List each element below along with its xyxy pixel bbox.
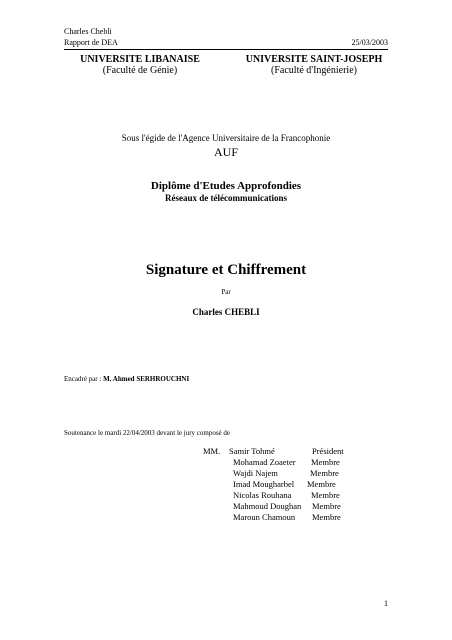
jury-member-role: Membre [310, 468, 339, 478]
thesis-author: Charles CHEBLI [192, 307, 260, 317]
thesis-title: Signature et Chiffrement [145, 262, 307, 278]
university-left-faculty: (Faculté de Génie) [102, 65, 178, 76]
jury-member-name: Samir Tohmé [229, 446, 275, 456]
jury-member-name: Mohamad Zoaeter [233, 457, 296, 467]
thesis-by: Par [221, 288, 231, 296]
jury-member-role: Président [312, 446, 344, 456]
jury-member-name: Maroun Chamoun [233, 512, 296, 522]
supervisor-name: M. Ahmed SERHROUCHNI [103, 375, 190, 383]
jury-member-role: Membre [312, 512, 341, 522]
supervisor-label: Encadré par : [64, 375, 102, 383]
jury-member-role: Membre [311, 457, 340, 467]
auspices-acronym: AUF [213, 145, 238, 159]
jury-member-name: Nicolas Rouhana [233, 490, 292, 500]
jury-member-name: Imad Mougharbel [233, 479, 295, 489]
defense-text: Soutenance le mardi 22/04/2003 devant le jury composé de [64, 429, 231, 437]
university-left-name: UNIVERSITE LIBANAISE [80, 54, 200, 65]
university-left [60, 54, 220, 76]
page-number: 1 [384, 599, 388, 608]
header-rule [64, 49, 388, 50]
jury-member-name: Wajdi Najem [233, 468, 278, 478]
jury-member-role: Membre [311, 490, 340, 500]
header-author: Charles Chebli [64, 27, 112, 36]
supervisor-line [64, 375, 189, 383]
jury-prefix: MM. [203, 446, 221, 456]
university-right-faculty: (Faculté d'Ingénierie) [271, 65, 357, 76]
header-report: Rapport de DEA [64, 38, 118, 47]
university-right [232, 54, 396, 76]
diploma-title: Diplôme d'Etudes Approfondies [150, 180, 302, 192]
auspices-text: Sous l'égide de l'Agence Universitaire de la Francophonie [121, 133, 331, 143]
diploma-specialty: Réseaux de télécommunications [165, 193, 287, 203]
jury-member [229, 446, 275, 457]
university-right-name: UNIVERSITE SAINT-JOSEPH [245, 54, 383, 65]
jury-list [0, 446, 452, 526]
jury-member-name: Mahmoud Doughan [233, 501, 302, 511]
header-date: 25/03/2003 [351, 38, 388, 47]
jury-member-role: Membre [307, 479, 336, 489]
jury-member-role: Membre [312, 501, 341, 511]
